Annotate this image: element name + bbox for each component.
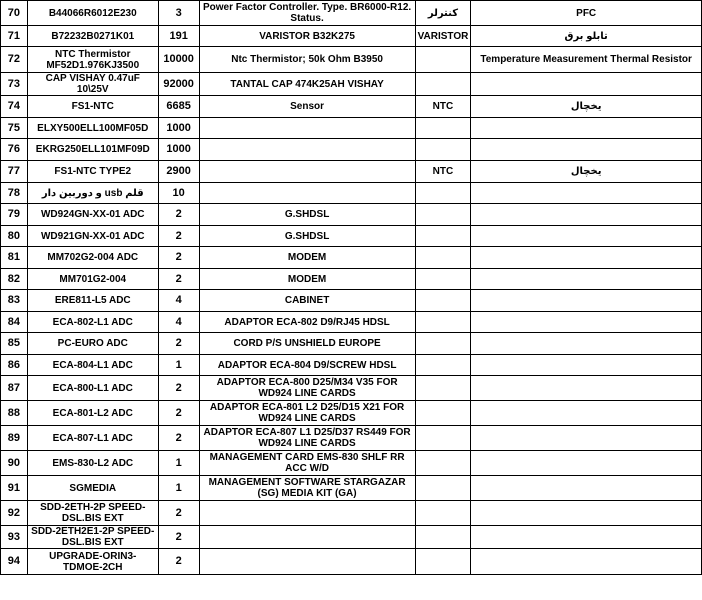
description-cell: MANAGEMENT SOFTWARE STARGAZAR (SG) MEDIA KIT (GA) <box>199 476 415 501</box>
description-cell: MODEM <box>199 269 415 290</box>
note-cell <box>471 526 702 549</box>
type-cell: NTC <box>415 96 471 118</box>
description-cell <box>199 526 415 549</box>
part-number-cell: SDD-2ETH-2P SPEED-DSL.BIS EXT <box>27 501 158 526</box>
table-row <box>1 183 702 204</box>
part-number-cell: EKRG250ELL101MF09D <box>27 139 158 161</box>
row-number-cell: 89 <box>1 426 28 451</box>
note-cell <box>471 376 702 401</box>
row-number-cell: 76 <box>1 139 28 161</box>
table-row <box>1 501 702 526</box>
part-number-cell: قلم usb و دوربین دار <box>27 183 158 204</box>
note-cell <box>471 139 702 161</box>
note-cell <box>471 269 702 290</box>
type-cell <box>415 73 471 96</box>
row-number-cell: 84 <box>1 312 28 333</box>
row-number-cell: 70 <box>1 1 28 26</box>
part-number-cell: FS1-NTC TYPE2 <box>27 161 158 183</box>
quantity-cell: 2 <box>158 226 199 247</box>
quantity-cell: 2 <box>158 549 199 575</box>
type-cell: VARISTOR <box>415 26 471 47</box>
type-cell <box>415 139 471 161</box>
row-number-cell: 93 <box>1 526 28 549</box>
row-number-cell: 83 <box>1 290 28 312</box>
note-cell <box>471 118 702 139</box>
table-row <box>1 118 702 139</box>
table-row <box>1 161 702 183</box>
type-cell <box>415 290 471 312</box>
description-cell: ADAPTOR ECA-802 D9/RJ45 HDSL <box>199 312 415 333</box>
table-row <box>1 26 702 47</box>
note-cell <box>471 426 702 451</box>
quantity-cell: 1 <box>158 451 199 476</box>
row-number-cell: 77 <box>1 161 28 183</box>
note-cell <box>471 549 702 575</box>
row-number-cell: 92 <box>1 501 28 526</box>
part-number-cell: ELXY500ELL100MF05D <box>27 118 158 139</box>
type-cell <box>415 118 471 139</box>
note-cell <box>471 73 702 96</box>
note-cell <box>471 183 702 204</box>
part-number-cell: NTC Thermistor MF52D1.976KJ3500 <box>27 47 158 73</box>
table-row <box>1 312 702 333</box>
table-row <box>1 1 702 26</box>
type-cell <box>415 47 471 73</box>
quantity-cell: 1000 <box>158 139 199 161</box>
type-cell <box>415 526 471 549</box>
note-cell: PFC <box>471 1 702 26</box>
part-number-cell: ECA-802-L1 ADC <box>27 312 158 333</box>
part-number-cell: WD921GN-XX-01 ADC <box>27 226 158 247</box>
part-number-cell: UPGRADE-ORIN3-TDMOE-2CH <box>27 549 158 575</box>
quantity-cell: 2 <box>158 426 199 451</box>
quantity-cell: 4 <box>158 312 199 333</box>
description-cell <box>199 501 415 526</box>
row-number-cell: 81 <box>1 247 28 269</box>
row-number-cell: 88 <box>1 401 28 426</box>
type-cell <box>415 247 471 269</box>
note-cell <box>471 401 702 426</box>
type-cell <box>415 333 471 355</box>
table-row <box>1 73 702 96</box>
row-number-cell: 80 <box>1 226 28 247</box>
type-cell: NTC <box>415 161 471 183</box>
row-number-cell: 91 <box>1 476 28 501</box>
note-cell: Temperature Measurement Thermal Resistor <box>471 47 702 73</box>
note-cell <box>471 476 702 501</box>
part-number-cell: ECA-804-L1 ADC <box>27 355 158 376</box>
quantity-cell: 10000 <box>158 47 199 73</box>
quantity-cell: 6685 <box>158 96 199 118</box>
description-cell: MANAGEMENT CARD EMS-830 SHLF RR ACC W/D <box>199 451 415 476</box>
type-cell <box>415 426 471 451</box>
table-row <box>1 451 702 476</box>
table-row <box>1 426 702 451</box>
row-number-cell: 73 <box>1 73 28 96</box>
quantity-cell: 4 <box>158 290 199 312</box>
table-row <box>1 204 702 226</box>
description-cell: ADAPTOR ECA-801 L2 D25/D15 X21 FOR WD924 LINE CARDS <box>199 401 415 426</box>
row-number-cell: 75 <box>1 118 28 139</box>
description-cell: G.SHDSL <box>199 226 415 247</box>
description-cell: ADAPTOR ECA-800 D25/M34 V35 FOR WD924 LINE CARDS <box>199 376 415 401</box>
note-cell <box>471 355 702 376</box>
table-row <box>1 139 702 161</box>
part-number-cell: MM701G2-004 <box>27 269 158 290</box>
description-cell: CORD P/S UNSHIELD EUROPE <box>199 333 415 355</box>
type-cell <box>415 501 471 526</box>
note-cell <box>471 247 702 269</box>
quantity-cell: 2 <box>158 333 199 355</box>
part-number-cell: SGMEDIA <box>27 476 158 501</box>
row-number-cell: 74 <box>1 96 28 118</box>
type-cell <box>415 183 471 204</box>
quantity-cell: 2900 <box>158 161 199 183</box>
table-row <box>1 376 702 401</box>
description-cell: Sensor <box>199 96 415 118</box>
quantity-cell: 2 <box>158 501 199 526</box>
part-number-cell: B72232B0271K01 <box>27 26 158 47</box>
quantity-cell: 1 <box>158 355 199 376</box>
row-number-cell: 71 <box>1 26 28 47</box>
description-cell: MODEM <box>199 247 415 269</box>
type-cell: کنترلر <box>415 1 471 26</box>
description-cell: G.SHDSL <box>199 204 415 226</box>
description-cell: Ntc Thermistor; 50k Ohm B3950 <box>199 47 415 73</box>
part-number-cell: CAP VISHAY 0.47uF 10\25V <box>27 73 158 96</box>
inventory-table-body <box>1 1 702 575</box>
quantity-cell: 10 <box>158 183 199 204</box>
type-cell <box>415 269 471 290</box>
table-row <box>1 549 702 575</box>
description-cell: VARISTOR B32K275 <box>199 26 415 47</box>
row-number-cell: 72 <box>1 47 28 73</box>
note-cell: یخچال <box>471 96 702 118</box>
description-cell <box>199 118 415 139</box>
type-cell <box>415 376 471 401</box>
part-number-cell: ECA-801-L2 ADC <box>27 401 158 426</box>
type-cell <box>415 451 471 476</box>
table-row <box>1 355 702 376</box>
note-cell: تابلو برق <box>471 26 702 47</box>
type-cell <box>415 204 471 226</box>
type-cell <box>415 401 471 426</box>
quantity-cell: 2 <box>158 401 199 426</box>
description-cell: ADAPTOR ECA-807 L1 D25/D37 RS449 FOR WD924 LINE CARDS <box>199 426 415 451</box>
note-cell <box>471 451 702 476</box>
quantity-cell: 2 <box>158 204 199 226</box>
row-number-cell: 78 <box>1 183 28 204</box>
type-cell <box>415 549 471 575</box>
part-number-cell: ECA-807-L1 ADC <box>27 426 158 451</box>
quantity-cell: 92000 <box>158 73 199 96</box>
row-number-cell: 79 <box>1 204 28 226</box>
description-cell: ADAPTOR ECA-804 D9/SCREW HDSL <box>199 355 415 376</box>
part-number-cell: WD924GN-XX-01 ADC <box>27 204 158 226</box>
type-cell <box>415 312 471 333</box>
quantity-cell: 1 <box>158 476 199 501</box>
table-row <box>1 269 702 290</box>
row-number-cell: 82 <box>1 269 28 290</box>
part-number-cell: B44066R6012E230 <box>27 1 158 26</box>
description-cell: Power Factor Controller. Type. BR6000-R12. Status. <box>199 1 415 26</box>
table-row <box>1 96 702 118</box>
quantity-cell: 2 <box>158 376 199 401</box>
table-row <box>1 476 702 501</box>
table-row <box>1 290 702 312</box>
description-cell <box>199 161 415 183</box>
description-cell <box>199 549 415 575</box>
note-cell <box>471 312 702 333</box>
part-number-cell: SDD-2ETH2E1-2P SPEED-DSL.BIS EXT <box>27 526 158 549</box>
row-number-cell: 94 <box>1 549 28 575</box>
part-number-cell: EMS-830-L2 ADC <box>27 451 158 476</box>
description-cell <box>199 183 415 204</box>
table-row <box>1 333 702 355</box>
type-cell <box>415 226 471 247</box>
type-cell <box>415 355 471 376</box>
table-row <box>1 226 702 247</box>
part-number-cell: ERE811-L5 ADC <box>27 290 158 312</box>
row-number-cell: 87 <box>1 376 28 401</box>
row-number-cell: 86 <box>1 355 28 376</box>
part-number-cell: PC-EURO ADC <box>27 333 158 355</box>
part-number-cell: ECA-800-L1 ADC <box>27 376 158 401</box>
quantity-cell: 2 <box>158 247 199 269</box>
note-cell <box>471 226 702 247</box>
table-row <box>1 247 702 269</box>
note-cell: یخچال <box>471 161 702 183</box>
table-row <box>1 47 702 73</box>
quantity-cell: 2 <box>158 526 199 549</box>
part-number-cell: MM702G2-004 ADC <box>27 247 158 269</box>
table-row <box>1 526 702 549</box>
note-cell <box>471 333 702 355</box>
note-cell <box>471 204 702 226</box>
description-cell: TANTAL CAP 474K25AH VISHAY <box>199 73 415 96</box>
quantity-cell: 1000 <box>158 118 199 139</box>
quantity-cell: 2 <box>158 269 199 290</box>
quantity-cell: 191 <box>158 26 199 47</box>
part-number-cell: FS1-NTC <box>27 96 158 118</box>
table-row <box>1 401 702 426</box>
row-number-cell: 90 <box>1 451 28 476</box>
note-cell <box>471 290 702 312</box>
type-cell <box>415 476 471 501</box>
note-cell <box>471 501 702 526</box>
description-cell <box>199 139 415 161</box>
row-number-cell: 85 <box>1 333 28 355</box>
quantity-cell: 3 <box>158 1 199 26</box>
description-cell: CABINET <box>199 290 415 312</box>
